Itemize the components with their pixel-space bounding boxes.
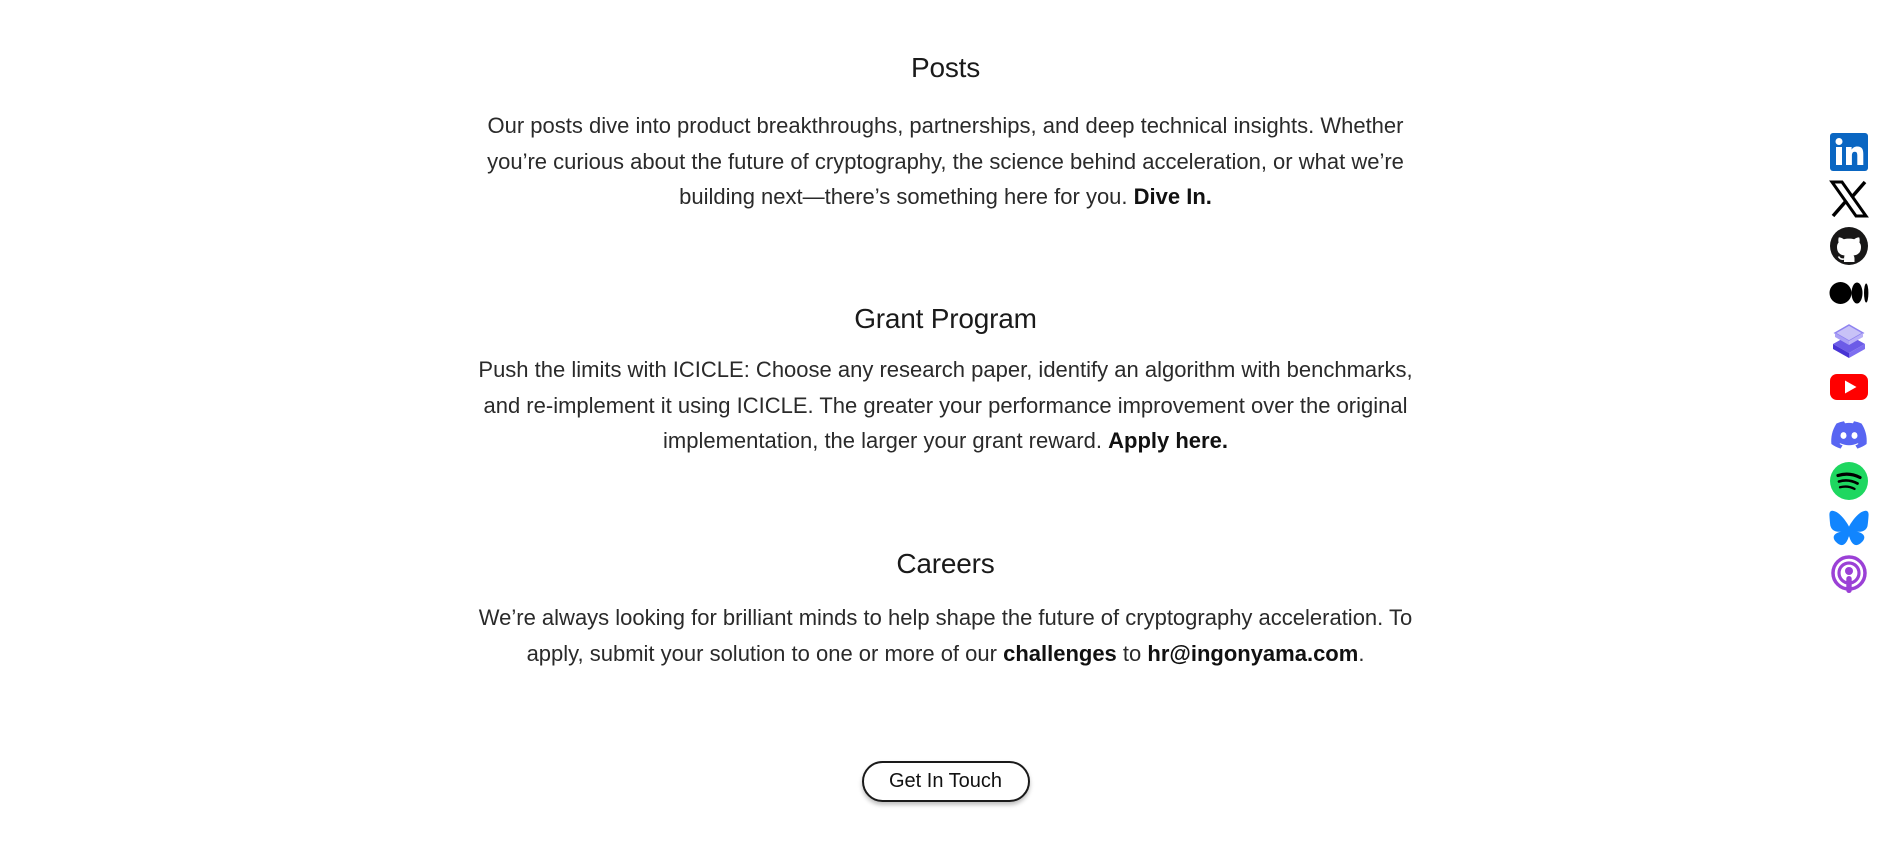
challenges-link[interactable]: challenges xyxy=(1003,640,1117,666)
posts-description xyxy=(476,108,1416,215)
cta-wrap xyxy=(0,761,1891,802)
get-in-touch-button[interactable]: Get In Touch xyxy=(862,761,1030,802)
bluesky-link[interactable] xyxy=(1829,508,1869,548)
podcasts-icon xyxy=(1829,555,1869,595)
social-sidebar xyxy=(1829,132,1869,602)
posts-body: Our posts dive into product breakthroughs, partnerships, and deep technical insights. Whether you’re curious about the future of cryptography, the science behind acceleration, or what we’re building next—there’s something here for you. xyxy=(487,113,1404,209)
x-icon xyxy=(1829,179,1869,219)
layers-link[interactable] xyxy=(1829,320,1869,360)
careers-to-text: to xyxy=(1116,640,1148,666)
podcasts-link[interactable] xyxy=(1829,555,1869,595)
dive-in-link[interactable]: Dive In. xyxy=(1133,184,1212,209)
grant-body: Push the limits with ICICLE: Choose any research paper, identify an algorithm with benchmarks, and re-implement it using ICICLE. The greater your performance improvement over the original implementation, the larger your grant reward. xyxy=(478,357,1413,453)
posts-title: Posts xyxy=(910,52,981,83)
careers-body: We’re always looking for brilliant minds to help shape the future of cryptography acceleration. To apply, submit your solution to one or more of our xyxy=(478,605,1413,666)
youtube-icon xyxy=(1829,367,1869,407)
bluesky-icon xyxy=(1829,508,1869,548)
layers-icon xyxy=(1829,320,1869,360)
posts-section xyxy=(0,52,1891,215)
spotify-link[interactable] xyxy=(1829,461,1869,501)
careers-description xyxy=(471,600,1421,671)
apply-here-link[interactable]: Apply here. xyxy=(1108,428,1228,453)
email-link[interactable]: hr@ingonyama.com xyxy=(1147,640,1359,666)
grant-section xyxy=(0,303,1891,459)
discord-link[interactable] xyxy=(1829,414,1869,454)
youtube-link[interactable] xyxy=(1829,367,1869,407)
careers-end: . xyxy=(1358,640,1365,666)
careers-section xyxy=(0,548,1891,671)
discord-icon xyxy=(1829,414,1869,454)
careers-title: Careers xyxy=(896,548,995,579)
medium-link[interactable] xyxy=(1829,273,1869,313)
medium-icon xyxy=(1829,273,1869,313)
grant-title: Grant Program xyxy=(854,303,1037,334)
x-link[interactable] xyxy=(1829,179,1869,219)
grant-description xyxy=(476,352,1416,459)
github-icon xyxy=(1829,226,1869,266)
linkedin-icon xyxy=(1829,132,1869,172)
github-link[interactable] xyxy=(1829,226,1869,266)
spotify-icon xyxy=(1829,461,1869,501)
linkedin-link[interactable] xyxy=(1829,132,1869,172)
